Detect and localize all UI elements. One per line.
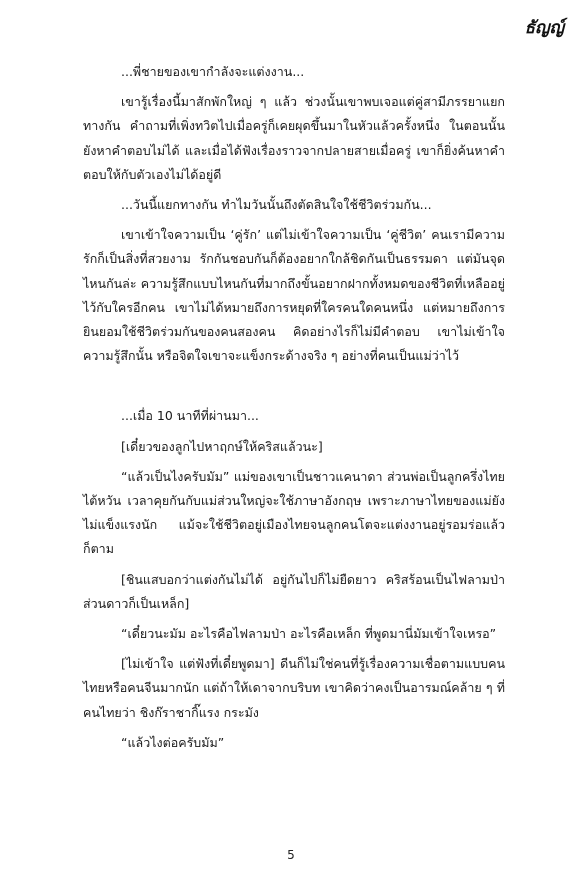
paragraph-5: ...เมื่อ 10 นาทีที่ผ่านมา... [121,408,259,424]
paragraph-11: “แล้วไงต่อครับมัม” [121,734,225,750]
paragraph-3: ...วันนี้แยกทางกัน ทำไมวันนั้นถึงตัดสินใจใช้ชีวิตร่วมกัน... [121,197,432,213]
page-number: 5 [287,848,295,862]
paragraph-9: “เดี๋ยวนะมัม อะไรคือไฟลามป่า อะไรคือเหล็ก ที่พูดมานี่มัมเข้าใจเหรอ” [121,626,497,642]
paragraph-6: [เดี๋ยวของลูกไปหาฤกษ์ให้คริสแล้วนะ] [121,438,323,454]
paragraph-10: [ไม่เข้าใจ แต่ฟังที่เดี๋ยพูดมา] ดีนก็ไม่ใช่คนที่รู้เรื่องความเชื่อตามแบบคนไทยหรือคนจีนมากนัก แต่ถ้าให้เดาจากบริบท เขาคิดว่าคงเป็นอารมณ์คล้าย ๆ ที่คนไทยว่า ชิงก๊ราชากิ๊แรง กระมัง [83,656,505,720]
paragraph-8: [ชินแสบอกว่าแต่งกันไม่ได้ อยู่กันไปก็ไม่ยืดยาว คริสร้อนเป็นไฟลามป่า ส่วนดาวก็เป็นเหล็ก] [83,571,505,611]
paragraph-7: “แล้วเป็นไงครับมัม” แม่ของเขาเป็นชาวแคนาดา ส่วนพ่อเป็นลูกครึ่งไทยไต้หวัน เวลาคุยกันกับแม่ส่วนใหญ่จะใช้ภาษาอังกฤษ เพราะภาษาไทยของแม่ยังไม่แข็งแรงนัก แม้จะใช้ชีวิตอยู่เมืองไทยจนลูกคนโตจะแต่งงานอยู่รอมร่อแล้วก็ตาม [83,468,505,557]
paragraph-1: ...พี่ชายของเขากำลังจะแต่งงาน... [121,64,305,79]
body-text [83,60,505,761]
paragraph-2: เขารู้เรื่องนี้มาสักพักใหญ่ ๆ แล้ว ช่วงนั้นเขาพบเจอแต่คู่สามีภรรยาแยกทางกัน คำถามที่เพิ่งทวิตไปเมื่อครู่ก็เคยผุดขึ้นมาในหัวแล้วครั้งหนึ่ง ในตอนนั้นยังหาคำตอบไม่ได้ และเมื่อได้ฟังเรื่องราวจากปลายสายเมื่อครู่ เขาก็ยิ่งค้นหาคำตอบให้กับตัวเองไม่ได้อยู่ดี [83,94,505,182]
paragraph-4: เขาเข้าใจความเป็น ‘คู่รัก’ แต่ไม่เข้าใจความเป็น ‘คู่ชีวิต’ คนเรามีความรักก็เป็นสิ่งที่สวยงาม รักกันชอบกันก็ต้องอยากใกล้ชิดกันเป็นธรรมดา แต่มันจุดไหนกันล่ะ ความรู้สึกแบบไหนกันที่มากถึงขั้นอยากฝากทั้งหมดของชีวิตที่เหลืออยู่ไว้กับใครอีกคน เขาไม่ได้หมายถึงการหยุดที่ใครคนใดคนหนึ่ง แต่หมายถึงการยินยอมใช้ชีวิตร่วมกันของคนสองคน คิดอย่างไรก็ไม่มีคำตอบ เขาไม่เข้าใจความรู้สึกนั้น หรือจิตใจเขาจะแข็งกระด้างจริง ๆ อย่างที่คนเป็นแม่ว่าไว้ [83,227,505,364]
running-header-title: ธัญญ์ [524,18,564,38]
